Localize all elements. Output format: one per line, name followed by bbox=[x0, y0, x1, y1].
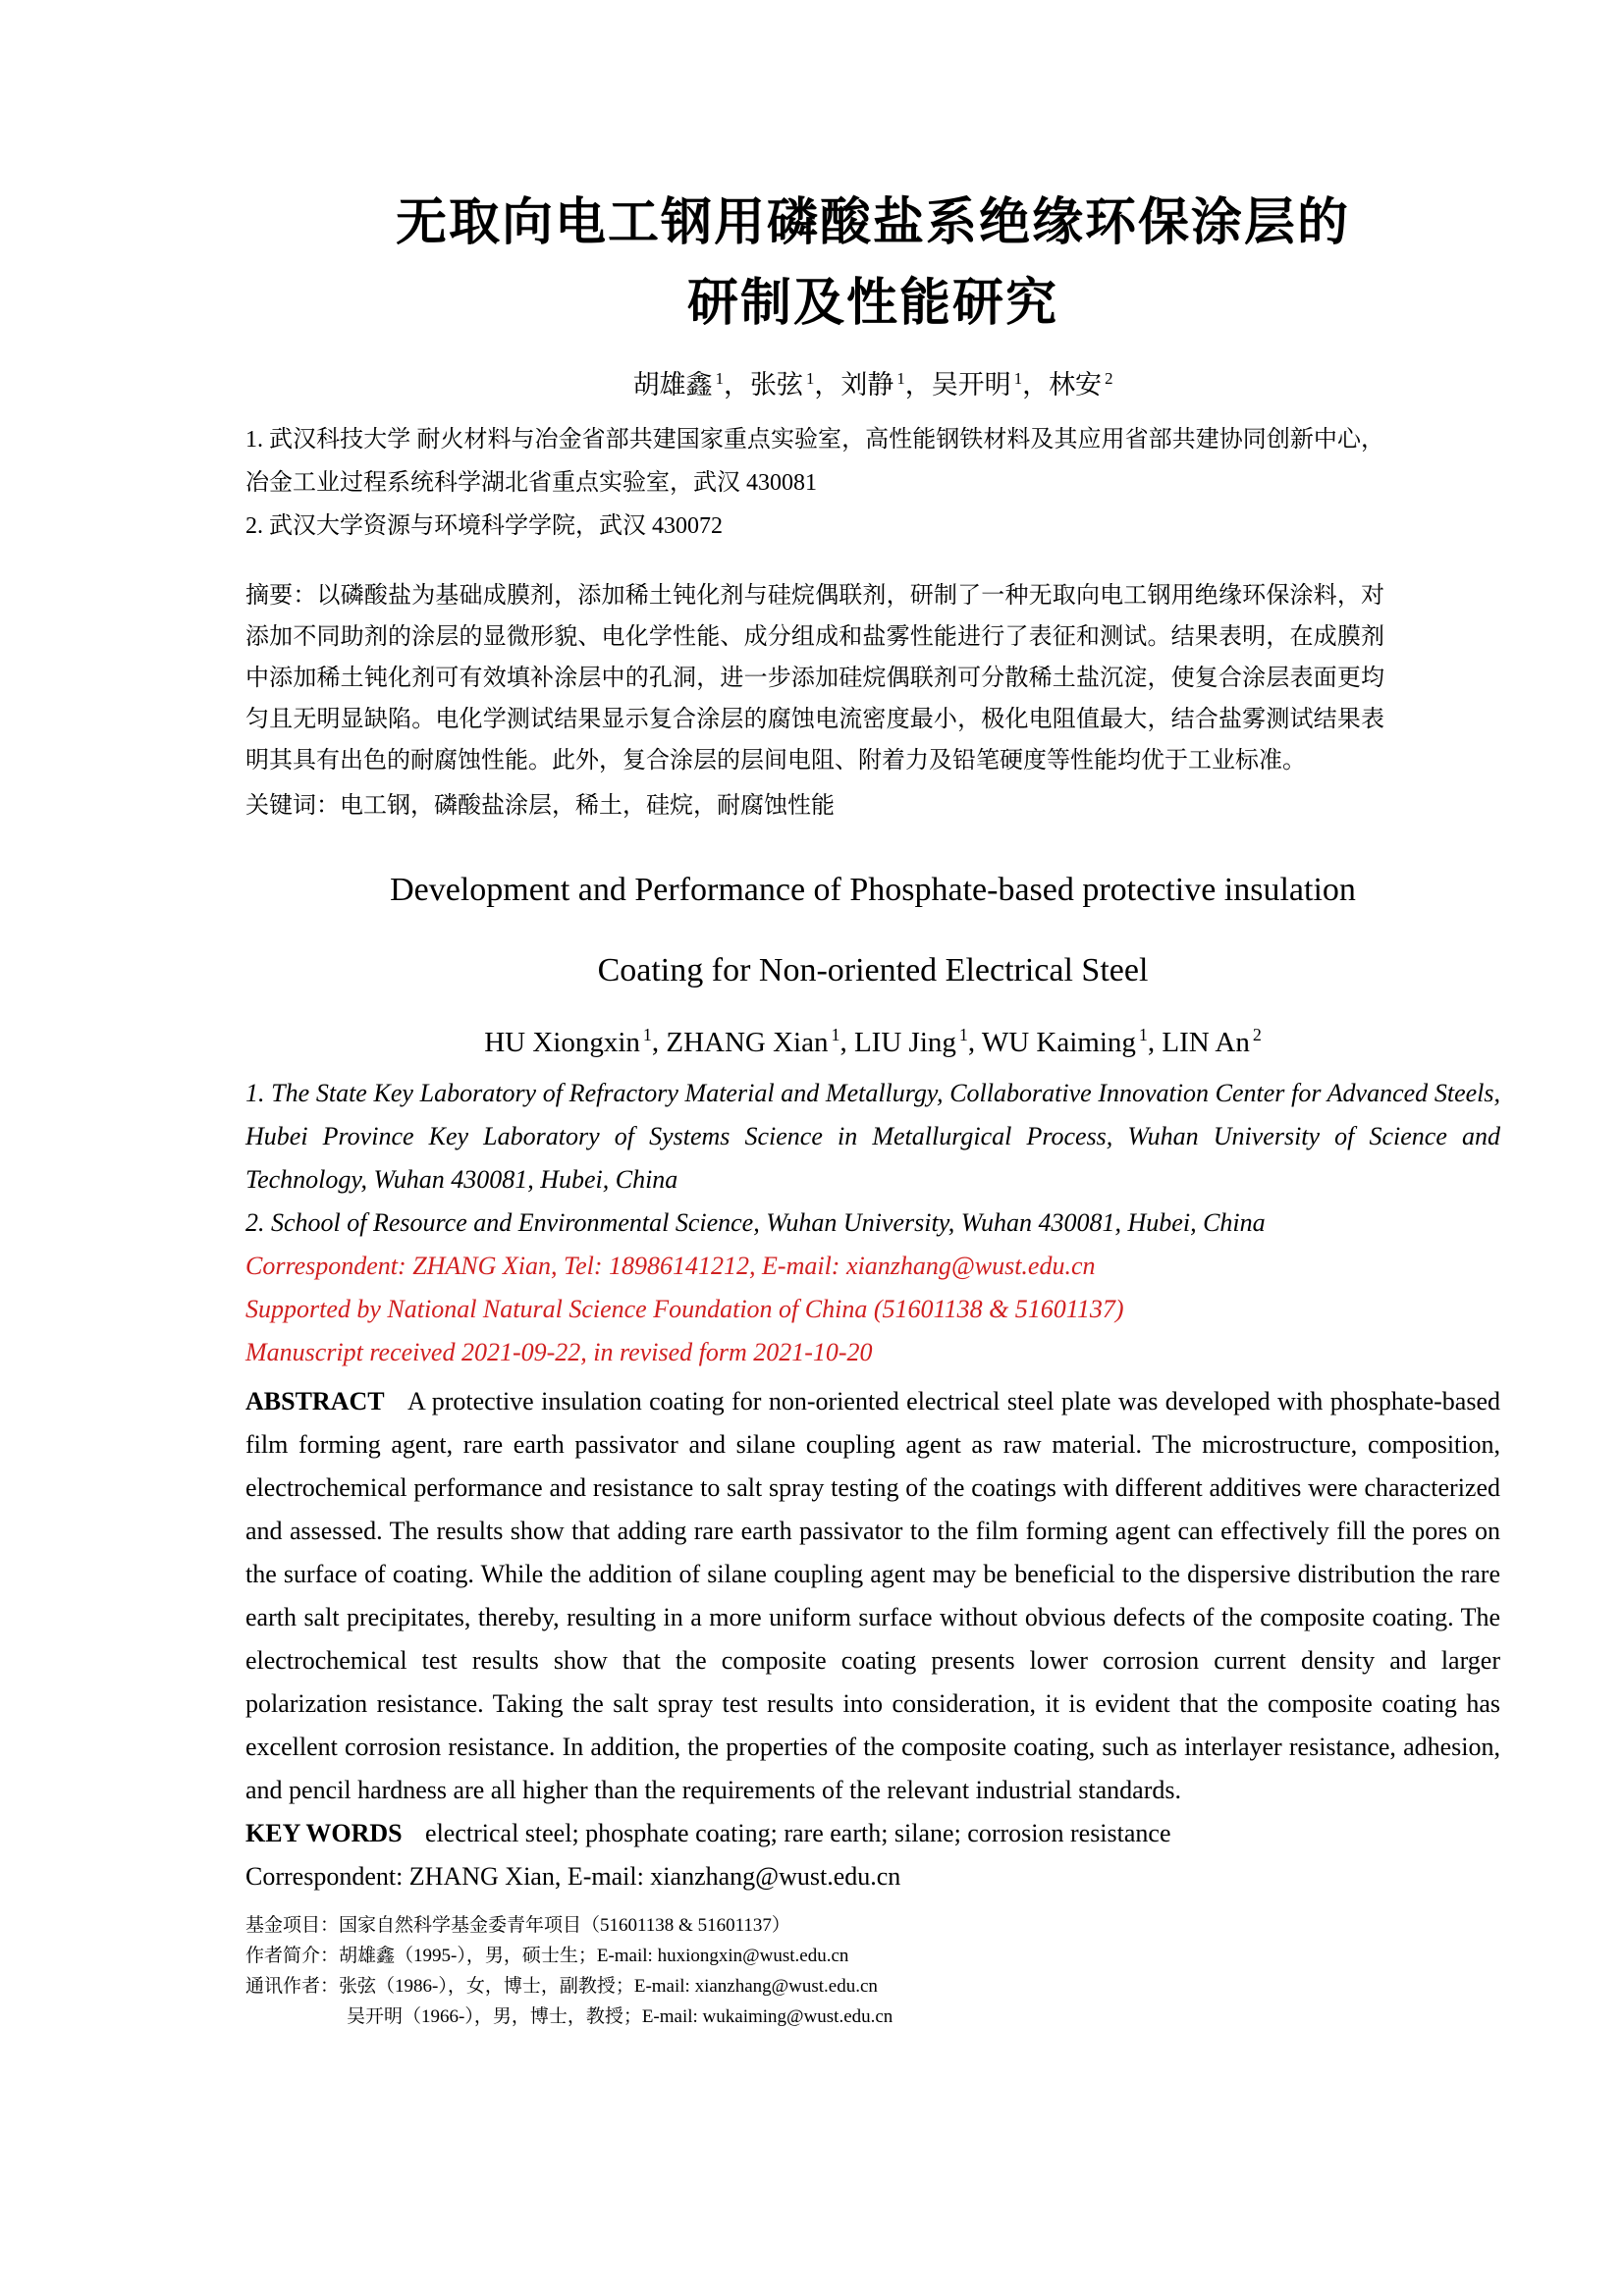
author-en bbox=[1162, 1027, 1261, 1058]
author-name: LIN An bbox=[1162, 1026, 1250, 1058]
author-cn bbox=[750, 370, 814, 400]
abstract-cn bbox=[245, 575, 1384, 781]
keywords-en bbox=[245, 1812, 1500, 1855]
author-name: 吴开明 bbox=[931, 370, 1011, 400]
author-name: 张弦 bbox=[749, 370, 803, 400]
keywords-cn-text: 电工钢，磷酸盐涂层，稀土，硅烷，耐腐蚀性能 bbox=[340, 793, 835, 819]
footnote-label: 作者简介： bbox=[245, 1945, 340, 1966]
affiliation-en-1: 1. The State Key Laboratory of Refractory Material and Metallurgy, Collaborative Innovation Center for Advanced Steels, Hubei Province Key Laboratory of Systems Science in Metallurgical Process, Wuhan University of Science and Technology, Wuhan 430081, Hubei, China bbox=[245, 1078, 1500, 1194]
affiliation-en-2: 2. School of Resource and Environmental Science, Wuhan University, Wuhan 430081, Hubei, China bbox=[245, 1207, 1266, 1237]
author-name: HU Xiongxin bbox=[484, 1026, 640, 1058]
author-en bbox=[666, 1027, 839, 1058]
footnote-author-bio bbox=[245, 1941, 1500, 1971]
author-en bbox=[484, 1027, 652, 1058]
authors-en bbox=[245, 1011, 1500, 1066]
affiliations-cn bbox=[245, 418, 1384, 548]
paper-title-en-line2: Coating for Non-oriented Electrical Steel bbox=[597, 952, 1149, 988]
author-affiliation-superscript: 1 bbox=[896, 369, 905, 388]
author-affiliation-superscript: 1 bbox=[1013, 369, 1023, 388]
abstract-en bbox=[245, 1380, 1500, 1812]
paper-title-cn bbox=[245, 183, 1500, 344]
author-separator: ， bbox=[723, 370, 750, 400]
author-separator: ， bbox=[814, 370, 841, 400]
paper-title-en-line1: Development and Performance of Phosphate-based protective insulation bbox=[390, 872, 1356, 908]
author-cn bbox=[1049, 370, 1112, 400]
author-separator: , bbox=[1147, 1026, 1163, 1058]
abstract-en-text: A protective insulation coating for non-oriented electrical steel plate was developed with phosphate-based film forming agent, rare earth passivator and silane coupling agent as raw material. The microstructure, composition, electrochemical performance and resistance to salt spray testing of the coatings with different additives were characterized and assessed. The results show that adding rare earth passivator to the film forming agent can effectively fill the pores on the surface of coating. While the addition of silane coupling agent may be beneficial to the dispersive distribution the rare earth salt precipitates, thereby, resulting in a more uniform surface without obvious defects of the composite coating. The electrochemical test results show that the composite coating presents lower corrosion current density and larger polarization resistance. Taking the salt spray test results into consideration, it is evident that the composite coating has excellent corrosion resistance. In addition, the properties of the composite coating, such as interlayer resistance, adhesion, and pencil hardness are all higher than the requirements of the relevant industrial standards. bbox=[245, 1386, 1500, 1804]
footnote-text: 吴开明（1966-），男，博士，教授；E-mail: wukaiming@wust.edu.cn bbox=[347, 2005, 893, 2027]
author-affiliation-superscript: 1 bbox=[1138, 1025, 1148, 1044]
footnote-funding bbox=[245, 1910, 1500, 1941]
footnote-label: 基金项目： bbox=[245, 1914, 340, 1936]
author-affiliation-superscript: 1 bbox=[715, 369, 724, 388]
author-name: ZHANG Xian bbox=[666, 1026, 829, 1058]
footnote-corresponding-author-2 bbox=[245, 2002, 1500, 2032]
authors-cn bbox=[245, 357, 1500, 406]
author-name: 胡雄鑫 bbox=[632, 370, 713, 400]
author-en bbox=[982, 1027, 1148, 1058]
author-separator: ， bbox=[1022, 370, 1050, 400]
author-separator: , bbox=[651, 1026, 667, 1058]
author-affiliation-superscript: 1 bbox=[642, 1025, 652, 1044]
correspondent-line: Correspondent: ZHANG Xian, Tel: 18986141212, E-mail: xianzhang@wust.edu.cn bbox=[245, 1251, 1096, 1280]
author-cn bbox=[932, 370, 1022, 400]
author-separator: , bbox=[967, 1026, 982, 1058]
keywords-en-label: KEY WORDS bbox=[245, 1818, 403, 1847]
author-affiliation-superscript: 1 bbox=[831, 1025, 840, 1044]
footnote-text: 张弦（1986-），女，博士，副教授；E-mail: xianzhang@wust.edu.cn bbox=[339, 1975, 878, 1997]
footnotes-section bbox=[245, 1910, 1500, 2032]
paper-title-cn-line2: 研制及性能研究 bbox=[686, 275, 1058, 332]
correspondence-block bbox=[245, 1245, 1500, 1374]
footnote-text: 胡雄鑫（1995-），男，硕士生；E-mail: huxiongxin@wust.edu.cn bbox=[339, 1945, 849, 1966]
paper-title-cn-line1: 无取向电工钢用磷酸盐系绝缘环保涂层的 bbox=[395, 194, 1350, 251]
author-name: 林安 bbox=[1049, 370, 1103, 400]
keywords-en-text: electrical steel; phosphate coating; rare earth; silane; corrosion resistance bbox=[425, 1818, 1171, 1847]
manuscript-dates-line: Manuscript received 2021-09-22, in revised form 2021-10-20 bbox=[245, 1337, 873, 1366]
author-affiliation-superscript: 1 bbox=[805, 369, 815, 388]
author-affiliation-superscript: 2 bbox=[1252, 1025, 1262, 1044]
paper-title-en bbox=[245, 850, 1500, 1011]
footnote-text: 国家自然科学基金委青年项目（51601138 & 51601137） bbox=[339, 1914, 790, 1936]
author-cn bbox=[633, 370, 724, 400]
affiliations-en bbox=[245, 1072, 1500, 1245]
author-affiliation-superscript: 2 bbox=[1105, 369, 1113, 388]
author-affiliation-superscript: 1 bbox=[958, 1025, 968, 1044]
author-name: 刘静 bbox=[840, 370, 894, 400]
funding-line: Supported by National Natural Science Foundation of China (51601138 & 51601137) bbox=[245, 1294, 1124, 1323]
author-cn bbox=[840, 370, 904, 400]
abstract-en-label: ABSTRACT bbox=[245, 1386, 385, 1415]
author-en bbox=[854, 1027, 968, 1058]
author-separator: ， bbox=[904, 370, 932, 400]
affiliation-cn-2: 2. 武汉大学资源与环境科学学院，武汉 430072 bbox=[245, 513, 723, 539]
affiliation-cn-1: 1. 武汉科技大学 耐火材料与冶金省部共建国家重点实验室，高性能钢铁材料及其应用省部共建协同创新中心，冶金工业过程系统科学湖北省重点实验室，武汉 430081 bbox=[245, 427, 1384, 496]
keywords-cn bbox=[245, 785, 1384, 827]
keywords-cn-label: 关键词： bbox=[245, 793, 340, 819]
footnote-corresponding-author-1 bbox=[245, 1971, 1500, 2002]
abstract-cn-text: 以磷酸盐为基础成膜剂，添加稀土钝化剂与硅烷偶联剂，研制了一种无取向电工钢用绝缘环保涂料，对添加不同助剂的涂层的显微形貌、电化学性能、成分组成和盐雾性能进行了表征和测试。结果表明，在成膜剂中添加稀土钝化剂可有效填补涂层中的孔洞，进一步添加硅烷偶联剂可分散稀土盐沉淀，使复合涂层表面更均匀且无明显缺陷。电化学测试结果显示复合涂层的腐蚀电流密度最小，极化电阻值最大，结合盐雾测试结果表明其具有出色的耐腐蚀性能。此外，复合涂层的层间电阻、附着力及铅笔硬度等性能均优于工业标准。 bbox=[245, 583, 1385, 774]
footnote-label: 通讯作者： bbox=[245, 1975, 340, 1997]
author-name: LIU Jing bbox=[853, 1026, 956, 1058]
correspondent-en: Correspondent: ZHANG Xian, E-mail: xianzhang@wust.edu.cn bbox=[245, 1861, 901, 1891]
author-name: WU Kaiming bbox=[981, 1026, 1136, 1058]
abstract-cn-label: 摘要： bbox=[245, 583, 317, 609]
author-separator: , bbox=[839, 1026, 854, 1058]
